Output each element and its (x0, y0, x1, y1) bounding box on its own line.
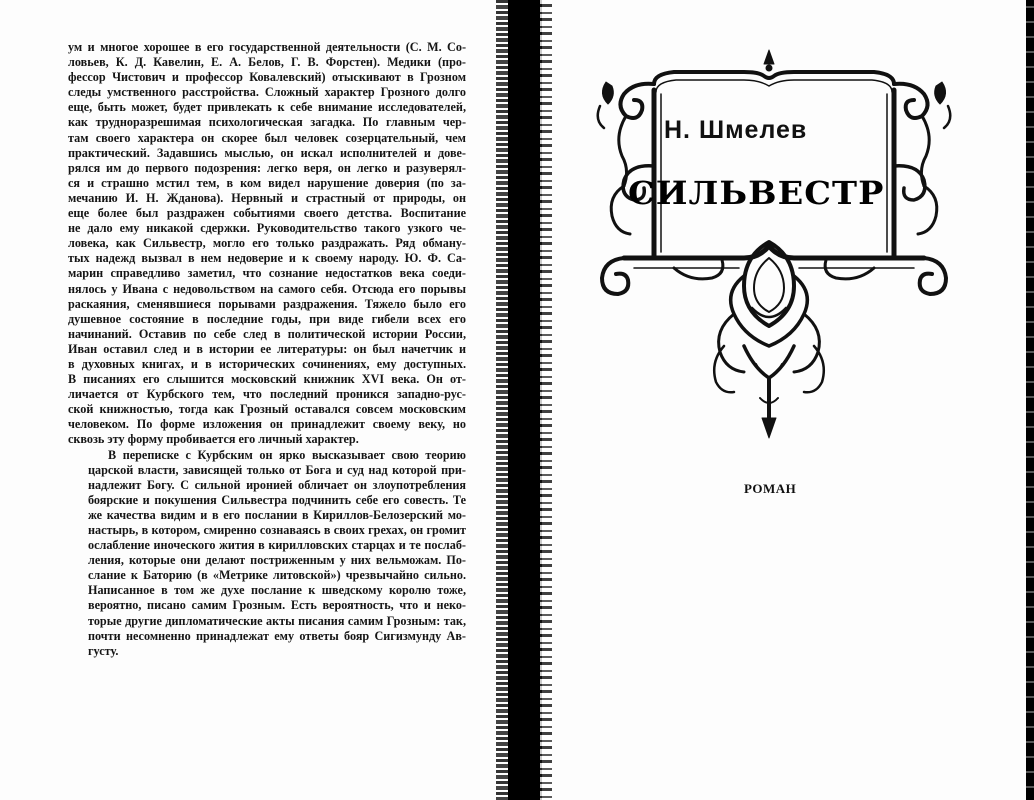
text-line: царской власти, зависящей только от Бога и суд над которой при- (88, 462, 466, 477)
text-line: нялось у Ивана с недовольством на самого себя. Отсюда его порывы (68, 281, 466, 296)
text-line: еще более был раздражен событиями своего детства. Воспитание (68, 206, 466, 221)
text-line: В переписке с Курбским он ярко высказывает свою теорию (108, 447, 466, 462)
text-line: торые другие дипломатические акты писания самим Грозным: так, (88, 613, 466, 628)
text-line: ской книжностью, тогда как Грозный оставался совсем московским (68, 402, 466, 417)
text-line: еще, быть может, будет привлекать к себе внимание исследователей, (68, 100, 466, 115)
right-page (552, 0, 1034, 800)
text-line: Иван оставил след и в истории ее литературы: он был начетчик и (68, 341, 466, 356)
frame-ornament-icon (594, 46, 954, 446)
text-line: густу. (88, 643, 119, 658)
text-line: слание к Баторию (в «Метрике литовской») чрезвычайно сильно. (88, 568, 466, 583)
text-line: следы умственного расстройства. Сложный характер Грозного долго (68, 85, 466, 100)
text-line: не дало ему никакой сдержки. Руководительство такого узкого че- (68, 221, 466, 236)
text-line: марин справедливо заметил, что сознание недостатков века соеди- (68, 266, 466, 281)
text-line: мечанию И. Н. Жданова). Нервный и страстный от природы, он (68, 190, 466, 205)
author-name: Н. Шмелев (664, 116, 808, 144)
paragraph (68, 448, 466, 659)
text-line: душевное состояние в последние годы, при виде гибели всех его (68, 311, 466, 326)
text-line: Написанное в том же духе послание к шведскому королю тоже, (88, 583, 466, 598)
text-line: ся и страшно мстил тем, в ком видел нарушение доверия (по за- (68, 175, 466, 190)
text-line: же качества видим и в его послании в Кириллов-Белозерский мо- (88, 507, 466, 522)
text-line: практический. Задавшись мыслью, он искал исполнителей и дове- (68, 145, 466, 160)
text-line: ловьев, К. Д. Кавелин, Е. А. Белов, Г. В. Форстен). Медики (про- (68, 55, 466, 70)
text-line: тых надежд вызвал в нем недоверие и к своему народу. Ю. Ф. Са- (68, 251, 466, 266)
text-line: фессор Чистович и профессор Ковалевский) отыскивают в Грозном (68, 70, 466, 85)
left-page (0, 0, 512, 800)
text-line: начинаний. Оставив по себе след в политической истории России, (68, 326, 466, 341)
text-line: ум и многое хорошее в его государственной деятельности (С. М. Со- (68, 40, 466, 54)
text-line: надлежит Богу. С сильной иронией обличает он злоупотребления (88, 477, 466, 492)
text-line: ловека, как Сильвестр, могло его только раздражать. Ряд обману- (68, 236, 466, 251)
text-line: ослабление иноческого жития в кирилловских старцах и те послаб- (88, 538, 466, 553)
text-line: вероятно, писано самим Грозным. Есть вероятность, что и неко- (88, 598, 466, 613)
book-title: СИЛЬВЕСТР (628, 174, 885, 212)
body-text (68, 40, 466, 659)
text-line: боярские и покушения Сильвестра подчинить себе его совесть. Те (88, 492, 466, 507)
text-line: почти несомненно принадлежат ему ответы бояр Сигизмунду Ав- (88, 628, 466, 643)
text-line: настырь, в котором, смиренно сознаваясь в своих грехах, он громит (88, 523, 466, 537)
genre-label: РОМАН (744, 481, 797, 496)
text-line: В писаниях его слышится московский книжник XVI века. Он от- (68, 372, 466, 387)
text-line: сквозь эту форму пробивается его личный характер. (68, 432, 359, 447)
text-line: личается от Курбского тем, что последний проникся западно-рус- (68, 387, 466, 402)
gutter-shadow-right (540, 0, 552, 800)
text-line: рялся им до первого подозрения: легко веря, он легко и разуверял- (68, 160, 466, 175)
text-line: человеком. По форме изложения он принадлежит своему веку, но (68, 417, 466, 432)
text-line: ления, которые они делают постриженным у них вельможам. По- (88, 553, 466, 568)
paragraph (68, 40, 466, 448)
text-line: как трудноразрешимая психологическая загадка. По главным чер- (68, 115, 466, 130)
gutter (508, 0, 542, 800)
text-line: в духовных книгах, и в исторических сочинениях, ему доступных. (68, 356, 466, 371)
text-line: раскаяния, сменявшиеся порывами раздражения. Тяжело было его (68, 296, 466, 311)
text-line: там своего характера он скорее был человек созерцательный, чем (68, 130, 466, 145)
page-edge-shadow (1026, 0, 1034, 800)
